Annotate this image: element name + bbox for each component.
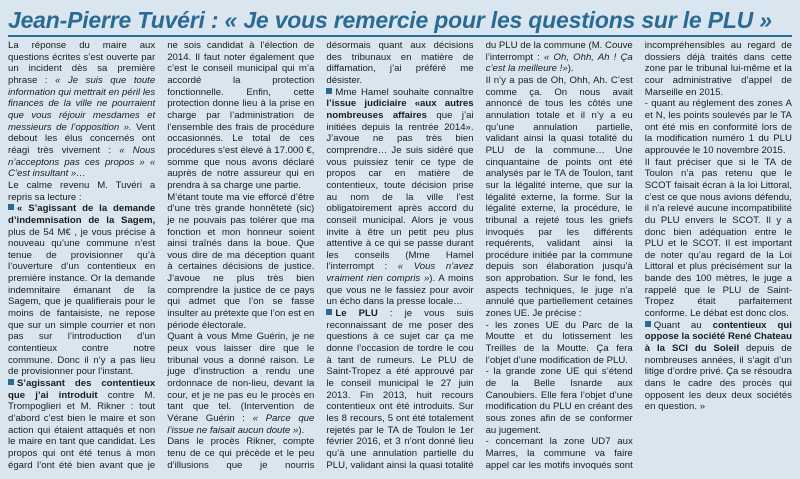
article-headline: Jean-Pierre Tuvéri : « Je vous remercie pour les questions sur le PLU » <box>8 7 772 33</box>
section-chateau: Quant au contentieux qui oppose la société René Chateau à la SCI du Soleil depuis de nombreuses années, il s’agit d’un litige d’ordre privé. Ça se résoudra dans le cadre des procès qui opposent les deux deux sociétés en question. » <box>644 319 792 413</box>
subhead-chateau: contentieux qui oppose la société René Chateau à la SCI du Soleil <box>644 319 792 355</box>
paragraph-plu-analyse: Il n’y a pas de Oh, Ohh, Ah. C’est comme ça. On nous avait annoncé de tous les côtés une annulation totale et il n’y a eu qu’une annulation partielle, validant ainsi la quasi totalité du PLU de la commune… Une cinquantaine de points ont été analysés par le TA de Toulon, tant sur la légalité interne, que sur la légalité externe, la forme. Sur la légalité externe, la procédure, le tribunal a rejeté tous les griefs invoqués par les différents requérents, validant ainsi la procédure initiée par la commune depuis son élaboration jusqu’à son approbation. Sur le fond, les aspects techniques, le juge n’a annulé que partiellement cetaines zones UE. Je précise : <box>485 74 633 320</box>
square-bullet-icon <box>8 204 14 210</box>
headline-rule <box>8 35 792 37</box>
section-hamel: Mme Hamel souhaite connaître l’issue judiciaire «aux autres nombreuses affaires que j’ai initiées depuis la rentrée 2014». J’avoue ne pas très bien comprendre… Je suis sidéré que vous puissiez tenir ce type de propos car en matière de contentieux, toute décision prise au nom de la ville l’est obligatoirement après accord du conseil municipal. Alors je vous invite à être un petit peu plus attentive à ce qui se passe durant les conseils (Mme Hamel l’interrompt : « Vous n’avez vraiment rien compris »). A moins que vous ne le fassiez pour avoir un écho dans la presse locale… <box>326 86 474 308</box>
article-body <box>8 40 792 476</box>
paragraph-plu-isnarde: - la grande zone UE qui s’étend de la Belle Isnarde aux Canoubiers. Elle fera l’objet d’une modification du PLU en créant des sous zones afin de se conformer au jugement. <box>485 366 633 436</box>
paragraph-guerin: Quant à vous Mme Guérin, je ne peux vous laisser dire que le tribunal vous a donné raison. Le juge d’instruction a rendu une ordonnace de non-lieu, devant la cour, et je ne pas eu le procès en tant que tel. (Intervention de Vérane Guérin : « Parce que l’issue ne faisait aucun doute »). <box>167 331 315 436</box>
paragraph-plu-moutte: - les zones UE du Parc de la Moutte et du lotissement les Treilles de la Moutte. Ça fera l’objet d’une modification de PLU. <box>485 319 633 366</box>
paragraph-plu-ud7: - concernant la zone UD7 aux Marres, la commune va faire appel car les motifs invoqués sont incompréhensibles au regard de dossiers déjà traités dans cette zone par le tribunal lui-même et la cour administrative d’appel de Marseille en 2015. <box>485 40 792 471</box>
section-plu: Le PLU : je vous suis reconnaissant de me poser des questions à ce sujet car ça me donne l’occasion de tordre le cou à tant de rumeurs. Le PLU de Saint-Tropez a été approuvé par le conseil municipal le 27 juin 2013. Fin 2013, huit recours contentieux ont été introduits. Sur les 8 recours, 5 ont été totalement rejetés par le TA de Toulon le 1er février 2016, et 3 n’ont donné lieu qu’à une annulation partielle du PLU, validant ainsi la quasi totalité du PLU de la commune (M. Couve l’interrompt : « Oh, Ohh, Ah ! Ça c’est la meilleure !»). <box>326 40 633 471</box>
paragraph-honnetete: M’étant toute ma vie efforcé d’être d’une très grande honnêteté (sic) je ne pouvais pas tolérer que ma fonction et mon honneur soient ainsi traînés dans la boue. Que vous dire de ma déception quant à certaines décisions de justice. J’avoue ne plus très bien comprendre la justice de ce pays qui admet que l’on se fasse insulter au prétexte que l’on est en période électorale. <box>167 191 315 331</box>
square-bullet-icon <box>326 309 332 315</box>
square-bullet-icon <box>645 321 651 327</box>
paragraph-intro: La réponse du maire aux questions écrites s’est ouverte par un incident dès sa première phrase : « Je suis que toute information qui mettrait en péril les finances de la ville ne pourraient que vous réjouir mesdames et messieurs de l’opposition ». Vent debout les élus concernés ont réagi très vivement : « Nous n’acceptons pas ces propos » « C’est insultant »… <box>8 40 156 180</box>
square-bullet-icon <box>8 379 14 385</box>
subhead-hamel: l’issue judiciaire «aux autres nombreuses affaires <box>326 98 474 121</box>
paragraph-rikner: Dans le procès Rikner, compte tenu de ce qui précède et le peu d’illusions que je nourris désormais quant aux décisions des tribunaux en matière de diffamation, j’ai préféré me désister. <box>167 40 474 471</box>
paragraph-plu-scot: Il faut préciser que si le TA de Toulon n’a pas retenu que le SCOT faisait écran à la loi Littoral, c’est ce que nous avions défendu, il n’a relevé aucune incompatibilité du PLU envers le SCOT. Il y a donc bien adéquation entre le PLU et le SCOT. Il est important de noter qu’au regard de la Loi Littoral et plus précisément sur la bande des 100 mètres, le juge a rappelé que le PLU de Saint-Tropez était parfaitement conforme. Le débat est donc clos. <box>644 156 792 320</box>
paragraph-resume: Le calme revenu M. Tuvéri a repris sa lecture : <box>8 179 156 203</box>
subhead-contentieux: S’agissant des contentieux que j’ai introduit <box>8 378 156 401</box>
section-contentieux: S’agissant des contentieux que j’ai introduit contre M. Trompoglieri et M. Rikner : tout d’abord c’est bien le maire et son action qui étaient attaqués et non le maire en tant que candidat. Les propos qui ont été tenus à mon égard l’ont été bien avant que je ne sois candidat à l’élection de 2014. Il faut noter également que c’est le conseil municipal qui m’a accordé la protection fonctionnelle. Enfin, cette protection donne lieu à la prise en charge par l’administration de l’ensemble des frais de procédure occasionnés. Le total de ces procédures s’est élevé à 17.000 €, somme que nous avons déclaré auprès de notre assureur qui en prendra à sa charge une partie. <box>8 40 315 471</box>
section-sagem: « S’agissant de la demande d’indemnisation de la Sagem, plus de 54 M€ , je vous précise à nouveau qu’une commune n’est tenue de provisionner qu’à l’ouverture d’un contentieux en première instance. Or la demande indemnitaire émanant de la Sagem, que je qualifierais pour le moins de fantaisiste, ne repose que sur un simple courrier et non pas sur l’introduction d’un contentieux contre notre commune. Donc il n’y a pas lieu de provisionner pour l’instant. <box>8 203 156 378</box>
square-bullet-icon <box>326 88 332 94</box>
subhead-plu: Le PLU <box>335 308 378 320</box>
paragraph-plu-zones-an: - quant au réglement des zones A et N, les points soulevés par le TA ont été mis en conformité lors de la modification numéro 1 du PLU approuvée le 10 novembre 2015. <box>644 98 792 156</box>
subhead-sagem: « S’agissant de la demande d’indemnisation de la Sagem, <box>8 203 156 226</box>
